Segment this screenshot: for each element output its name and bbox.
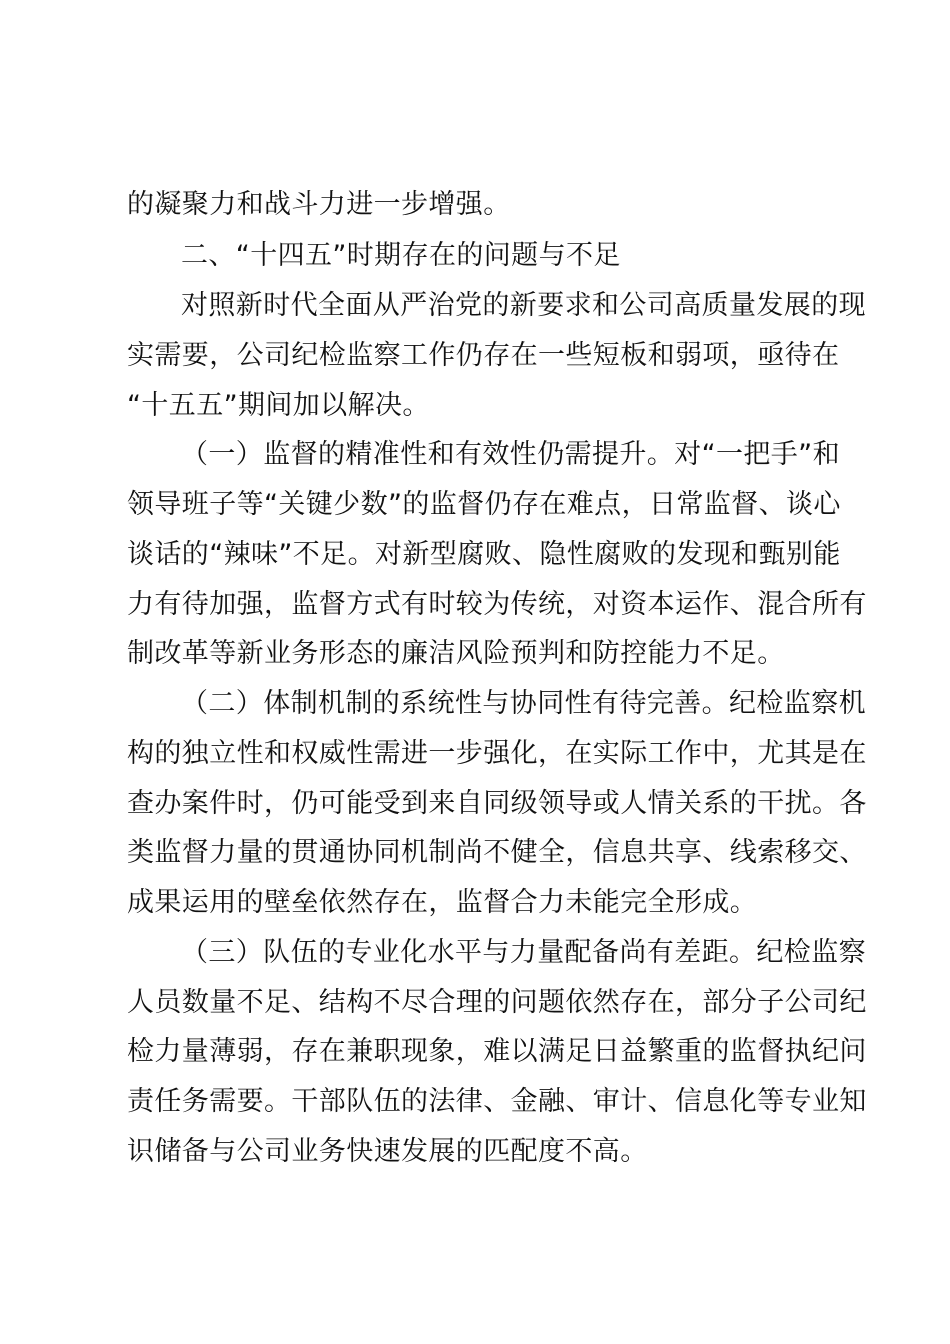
body-line: 人员数量不足、结构不尽合理的问题依然存在，部分子公司纪 xyxy=(127,987,867,1018)
body-line: 力有待加强，监督方式有时较为传统，对资本运作、混合所有 xyxy=(127,589,867,620)
paragraph-first-line: （三）队伍的专业化水平与力量配备尚有差距。纪检监察 xyxy=(181,937,866,968)
section-heading: 二、“十四五”时期存在的问题与不足 xyxy=(181,240,621,271)
body-line: 识储备与公司业务快速发展的匹配度不高。 xyxy=(127,1136,648,1167)
body-line: 类监督力量的贯通协同机制尚不健全，信息共享、线索移交、 xyxy=(127,837,867,868)
body-line: 成果运用的壁垒依然存在，监督合力未能完全形成。 xyxy=(127,887,758,918)
body-line: 检力量薄弱，存在兼职现象，难以满足日益繁重的监督执纪问 xyxy=(127,1036,867,1067)
body-line: 谈话的“辣味”不足。对新型腐败、隐性腐败的发现和甄别能 xyxy=(127,539,841,570)
body-line: 责任务需要。干部队伍的法律、金融、审计、信息化等专业知 xyxy=(127,1086,867,1117)
body-line: 领导班子等“关键少数”的监督仍存在难点，日常监督、谈心 xyxy=(127,489,841,520)
body-line: “十五五”期间加以解决。 xyxy=(127,390,430,421)
body-line: 构的独立性和权威性需进一步强化，在实际工作中，尤其是在 xyxy=(127,738,867,769)
body-line: 的凝聚力和战斗力进一步增强。 xyxy=(127,189,511,220)
body-line: 查办案件时，仍可能受到来自同级领导或人情关系的干扰。各 xyxy=(127,788,867,819)
body-line: 实需要，公司纪检监察工作仍存在一些短板和弱项，亟待在 xyxy=(127,340,840,371)
paragraph-first-line: （二）体制机制的系统性与协同性有待完善。纪检监察机 xyxy=(181,688,866,719)
paragraph-first-line: （一）监督的精准性和有效性仍需提升。对“一把手”和 xyxy=(181,439,840,470)
body-line: 制改革等新业务形态的廉洁风险预判和防控能力不足。 xyxy=(127,638,785,669)
paragraph-first-line: 对照新时代全面从严治党的新要求和公司高质量发展的现 xyxy=(181,290,866,321)
